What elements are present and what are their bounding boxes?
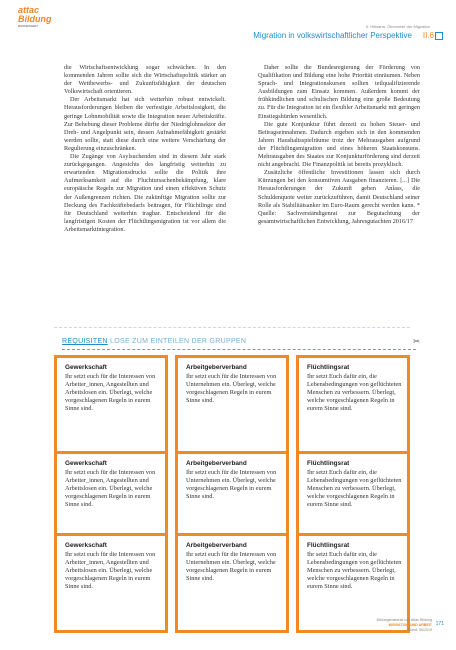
card-body: Ihr setzt euch für die Interessen von Arbeiter_innen, Angestellten und Arbeitslosen ein. Überlegt, welche vorgeschlagenen Regeln in eurem Sinne sind. xyxy=(65,469,156,508)
requisiten-subtitle: LOSE ZUM EINTEILEN DER GRUPPEN xyxy=(110,338,247,345)
card-title: Arbeitgeberverband xyxy=(186,460,247,467)
card-body: Ihr setzt Euch dafür ein, die Lebensbedingungen von geflüchteten Menschen zu verbessern. Überlegt, welche vorgeschlagenen Regeln in eurem Sinne sind. xyxy=(307,373,402,412)
card-title: Flüchtlingsrat xyxy=(307,542,350,549)
card-body: Ihr setzt euch für die Interessen von Unternehmen ein. Überlegt, welche vorgeschlagenen Regeln in eurem Sinne sind. xyxy=(186,373,277,404)
card-body: Ihr setzt euch für die Interessen von Unternehmen ein. Überlegt, welche vorgeschlagenen Regeln in eurem Sinne sind. xyxy=(186,469,277,500)
paragraph: Daher sollte die Bundesregierung der Förderung von Qualifikation und Bildung eine hohe Priorität einräumen. Neben Sprach- und Integrationskursen sollten teilqualifizierende Ausbildungen zum Einsatz kommen. Außerdem kommt der frühkindlichen und schulischen Bildung eine große Bedeutung zu. Für die Integration ist ein flexibler Arbeitsmarkt mit geringen Einstiegshürden wesentlich. xyxy=(258,64,420,120)
text-column-right xyxy=(258,64,420,226)
cut-line xyxy=(62,349,416,350)
requisiten-keyword: REQUISITEN xyxy=(62,338,108,345)
attac-logo xyxy=(18,6,52,28)
section-number: II.6 xyxy=(422,31,434,40)
text-column-left xyxy=(64,64,226,234)
card-title: Arbeitgeberverband xyxy=(186,364,247,371)
paragraph: Der Arbeitsmarkt hat sich weiterhin robust entwickelt. Herausforderungen bleiben die verfestigte Arbeitslosigkeit, die geringe Lohnmobilität sowie die Integration neuer Arbeitskräfte. Zur Behebung dieser Probleme dürfte der Niedriglohnsektor der Dreh- und Angelpunkt sein, dessen Aufnahmefähigkeit gestärkt werden sollte, statt diese durch eine weitere Verschärfung der Regulierung einzuschränken. xyxy=(64,96,226,152)
logo-line-1: attac xyxy=(18,5,40,15)
page-footer xyxy=(376,618,444,633)
requisiten-heading xyxy=(62,338,246,345)
page-number: 171 xyxy=(435,621,444,627)
card-body: Ihr setzt Euch dafür ein, die Lebensbedingungen von geflüchteten Menschen zu verbessern. Überlegt, welche vorgeschlagenen Regeln in eurem Sinne sind. xyxy=(307,469,402,508)
card-body: Ihr setzt euch für die Interessen von Unternehmen ein. Überlegt, welche vorgeschlagenen Regeln in eurem Sinne sind. xyxy=(186,551,277,582)
paragraph: Zusätzliche öffentliche Investitionen lassen sich durch Kürzungen bei den konsumtiven Ausgaben finanzieren. [...] Die Herausforderungen der Zukunft geben Anlass, die Schuldenquote weiter zurückzuführen, damit Deutschland seiner Rolle als Stabilitätsanker im Euro-Raum gerecht werden kann. * Quelle: Sachverständigenrat zur Begutachtung der gesamtwirtschaftlichen Entwicklung, Jahresgutachten 2016/17 xyxy=(258,169,420,225)
card-body: Ihr setzt euch für die Interessen von Arbeiter_innen, Angestellten und Arbeitslosen ein. Überlegt, welche vorgeschlagenen Regeln in eurem Sinne sind. xyxy=(65,551,156,590)
paragraph: Die Zugänge von Asylsuchenden sind in diesem Jahr stark zurückgegangen. Angesichts des langfristig weiterhin zu erwartenden Migrationsdrucks sollte die Politik ihre Aufmerksamkeit auf die Fluchtursachenbekämpfung, klare europäische Regeln zur Migration und einen effektiven Schutz der Außengrenzen richten. Die zukünftige Migration sollte zur Deckung des Fachkräftebedarfs beitragen, für Flüchtlinge sind für Deutschland weiterhin tragbar. Entscheidend für die langfristigen Kosten der Flüchtlingsmigration ist vor allem die Arbeitsmarktintegration. xyxy=(64,153,226,233)
footer-line-2: MIGRATION UND ARBEIT xyxy=(388,623,432,627)
role-card xyxy=(296,355,410,455)
footer-line-1: Bildungsmaterial von Attac Bildung xyxy=(376,618,432,622)
card-title: Gewerkschaft xyxy=(65,542,107,549)
card-title: Gewerkschaft xyxy=(65,364,107,371)
paragraph: Die gute Konjunktur führt derzeit zu hohen Steuer- und Beitragseinnahmen. Dadurch ergeben sich in den kommenden Jahren Haushaltsspielräume trotz der Mehrausgaben aufgrund der Flüchtlingsmigration und eines höheren Staatskonsums. Mehrausgaben des Staates zur Konjunkturförderung sind derzeit nicht angebracht. Die Finanzpolitik ist bereits prozyklisch. xyxy=(258,120,420,169)
card-title: Flüchtlingsrat xyxy=(307,460,350,467)
section-divider xyxy=(54,327,410,328)
card-body: Ihr setzt Euch dafür ein, die Lebensbedingungen von geflüchteten Menschen zu verbessern. Überlegt, welche vorgeschlagenen Regeln in eurem Sinne sind. xyxy=(307,551,402,590)
card-title: Flüchtlingsrat xyxy=(307,364,350,371)
role-card xyxy=(54,355,168,455)
page-title: Migration in volkswirtschaftlicher Perspektive xyxy=(253,31,412,40)
square-icon xyxy=(435,32,443,40)
footer-line-3: Stand: 06/2019 xyxy=(407,628,432,632)
role-card xyxy=(175,533,289,633)
header-kicker: II. Hilfsarm: Ökonomie der Migration xyxy=(365,24,430,29)
logo-line-3: BUNDESWEIT xyxy=(18,24,39,28)
card-title: Gewerkschaft xyxy=(65,460,107,467)
role-card xyxy=(175,355,289,455)
card-body: Ihr setzt euch für die Interessen von Arbeiter_innen, Angestellten und Arbeitslosen ein. Überlegt, welche vorgeschlagenen Regeln in eurem Sinne sind. xyxy=(65,373,156,412)
role-card xyxy=(54,533,168,633)
card-title: Arbeitgeberverband xyxy=(186,542,247,549)
scissors-icon: ✂ xyxy=(413,337,420,346)
logo-line-2: Bildung xyxy=(18,14,52,24)
paragraph: die Wirtschaftsentwicklung sogar schwächen. In den kommenden Jahren sollte sich die Wirtschaftspolitik stärker an der Wettbewerbs- und Zukunftsfähigkeit der deutschen Volkswirtschaft orientieren. xyxy=(64,64,226,96)
